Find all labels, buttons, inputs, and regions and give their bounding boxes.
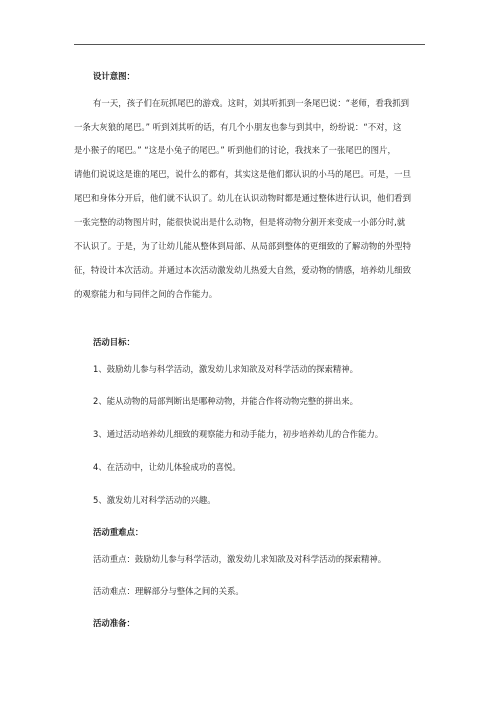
design-intent-heading: 设计意图： — [93, 71, 135, 81]
objective-item-5: 5、激发幼儿对科学活动的兴趣。 — [93, 495, 216, 505]
keypoint-focus: 活动重点：鼓励幼儿参与科学活动，激发幼儿求知欲及对科学活动的探索精神。 — [93, 554, 387, 564]
design-line-1: 有一天，孩子们在玩抓尾巴的游戏。这时，刘其听抓到一条尾巴说：“老师，看我抓到 — [93, 98, 410, 108]
design-line-8: 征，特设计本次活动。并通过本次活动激发幼儿热爱大自然，爱动物的情感，培养幼儿细致 — [74, 265, 411, 275]
header-rule — [74, 44, 425, 45]
objective-item-3: 3、通过活动培养幼儿细致的观察能力和动手能力，初步培养幼儿的合作能力。 — [93, 429, 384, 439]
design-line-9: 的观察能力和与同伴之间的合作能力。 — [74, 289, 218, 299]
design-line-3: 是小猴子的尾巴。” “这是小兔子的尾巴。” 听到他们的讨论，我找来了一张尾巴的图片， — [74, 145, 396, 155]
preparation-heading: 活动准备： — [93, 618, 135, 628]
design-line-5: 尾巴和身体分开后，他们就不认识了。幼儿在认识动物时都是通过整体进行认识，他们看到 — [74, 193, 411, 203]
design-line-7: 不认识了。于是，为了让幼儿能从整体到局部、从局部到整体的更细致的了解动物的外型特 — [74, 241, 411, 251]
objective-item-4: 4、在活动中，让幼儿体验成功的喜悦。 — [93, 462, 241, 472]
design-line-6: 一张完整的动物图片时，能很快说出是什么动物，但是将动物分割开来变成一小部分时,就 — [74, 217, 406, 227]
objective-item-2: 2、能从动物的局部判断出是哪种动物，并能合作将动物完整的拼出来。 — [93, 396, 358, 406]
design-line-2: 一条大灰狼的尾巴。” 听到刘其听的话，有几个小朋友也参与到其中，纷纷说：“不对，这 — [74, 122, 402, 132]
keypoint-difficulty: 活动难点：理解部分与整体之间的关系。 — [93, 586, 244, 596]
design-line-4: 请他们说说这是谁的尾巴，说什么的都有，其实这是他们都认识的小马的尾巴。可是，一旦 — [74, 169, 411, 179]
objectives-heading: 活动目标： — [93, 337, 135, 347]
keypoints-heading: 活动重难点： — [93, 527, 144, 537]
objective-item-1: 1、鼓励幼儿参与科学活动，激发幼儿求知欲及对科学活动的探索精神。 — [93, 364, 358, 374]
